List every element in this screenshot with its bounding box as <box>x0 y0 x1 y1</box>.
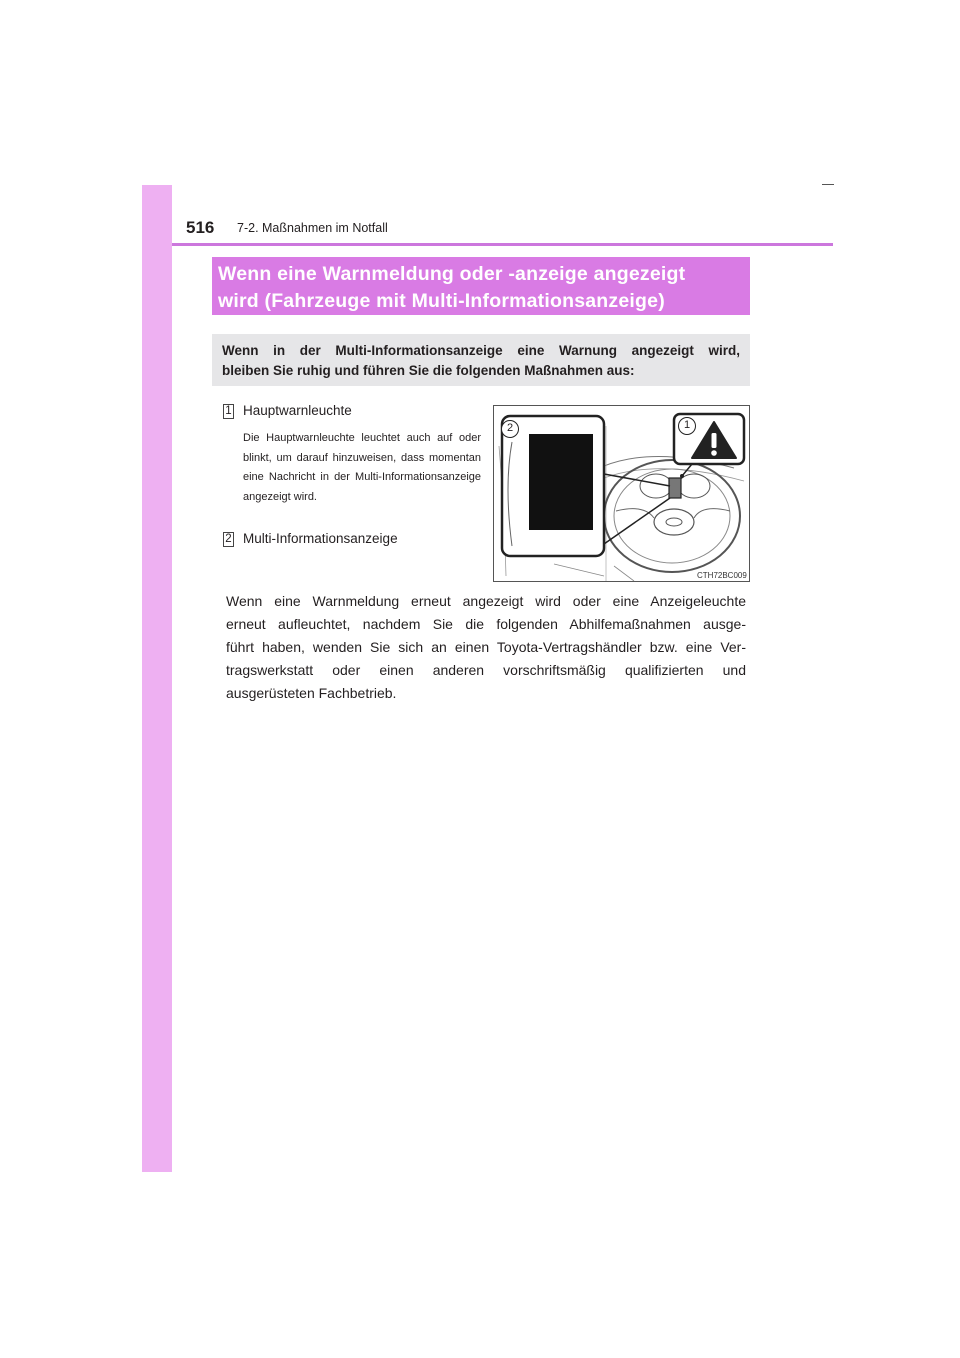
callout-2-label: 2 <box>506 422 514 434</box>
body-line-3: führt haben, wenden Sie sich an einen Toyota-Vertragshändler bzw. eine Ver- <box>226 639 746 655</box>
dashboard-drawing <box>494 406 749 581</box>
body-paragraph <box>226 590 746 705</box>
figure-code: CTH72BC009 <box>697 571 747 580</box>
item-label-1: Hauptwarnleuchte <box>243 403 352 418</box>
crop-mark <box>822 184 834 185</box>
title-box <box>212 257 750 315</box>
section-heading: 7-2. Maßnahmen im Notfall <box>237 221 388 235</box>
title-line-1: Wenn eine Warnmeldung oder -anzeige angezeigt <box>218 263 686 285</box>
item-label-2: Multi-Informationsanzeige <box>243 531 398 546</box>
intro-box <box>212 334 750 386</box>
callout-1-label: 1 <box>683 419 691 431</box>
body-line-5: ausgerüsteten Fachbetrieb. <box>226 685 397 701</box>
chapter-side-tab <box>142 185 172 1172</box>
item-description-1: Die Hauptwarnleuchte leuchtet auch auf oder blinkt, um darauf hinzuweisen, dass momentan eine Nachricht in der Multi-Informationsanzeige angezeigt wird. <box>243 432 481 503</box>
item-number-1: 1 <box>223 404 234 419</box>
callout-1 <box>678 417 696 435</box>
body-line-4: tragswerkstatt oder einen anderen vorschriftsmäßig qualifizierten und <box>226 662 746 678</box>
title-line-2: wird (Fahrzeuge mit Multi-Informationsanzeige) <box>218 290 665 312</box>
page-number: 516 <box>186 218 215 237</box>
intro-line-2: bleiben Sie ruhig und führen Sie die folgenden Maßnahmen aus: <box>222 363 635 378</box>
header-rule <box>172 243 833 246</box>
body-line-1: Wenn eine Warnmeldung erneut angezeigt wird oder eine Anzeigeleuchte <box>226 593 746 609</box>
intro-line-1: Wenn in der Multi-Informationsanzeige eine Warnung angezeigt wird, <box>222 343 740 358</box>
dashboard-illustration <box>493 405 750 582</box>
callout-2 <box>501 420 519 438</box>
body-line-2: erneut aufleuchtet, nachdem Sie die folgenden Abhilfemaßnahmen ausge- <box>226 616 746 632</box>
item-number-2: 2 <box>223 532 234 547</box>
